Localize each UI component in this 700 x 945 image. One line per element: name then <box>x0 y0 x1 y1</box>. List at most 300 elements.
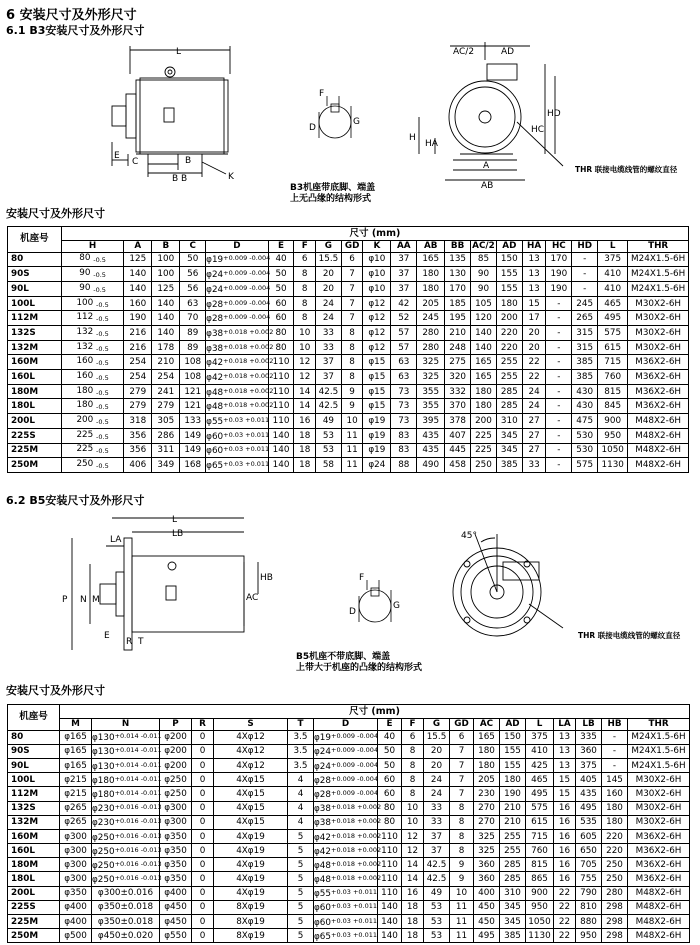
tolerance: -0.5 <box>96 300 109 309</box>
tolerance: -0.5 <box>96 388 109 397</box>
cell: 0 <box>192 900 214 914</box>
cell: 180 <box>417 267 445 282</box>
frame-size: 180M <box>8 384 62 399</box>
cell: - <box>546 399 572 414</box>
cell: 0 <box>192 929 214 943</box>
cell: 165 <box>471 370 497 385</box>
table-row <box>8 267 689 282</box>
cell: 280 <box>602 886 628 900</box>
cell: 220 <box>602 829 628 843</box>
label-E2: E <box>104 631 110 641</box>
cell: 310 <box>496 414 522 429</box>
cell: φ200 <box>160 730 192 744</box>
cell: 7 <box>341 311 363 326</box>
cell: 450 <box>474 900 500 914</box>
tolerance: +0.03 +0.011 <box>223 430 270 439</box>
cell: 286 <box>152 428 180 443</box>
column-header: G <box>316 241 342 253</box>
cell: 140 <box>152 326 180 341</box>
label-K: K <box>228 172 234 182</box>
cell-H: 180 $_{-0.5}$ <box>61 399 123 414</box>
cell-D: $\varphi 24^{+0.009 -0.004}$ <box>314 758 378 772</box>
cell: M30X2-6H <box>628 340 689 355</box>
column-header: HB <box>602 719 628 731</box>
cell: 395 <box>417 414 445 429</box>
cell: φ15 <box>363 384 391 399</box>
cell: 90 <box>471 281 497 296</box>
cell: 5 <box>288 886 314 900</box>
cell: 220 <box>496 326 522 341</box>
cell: 110 <box>378 858 402 872</box>
label-HD: HD <box>547 109 561 119</box>
cell: 8 <box>402 787 424 801</box>
cell: φ350 <box>160 858 192 872</box>
cell: 73 <box>391 384 417 399</box>
cell: 10 <box>294 340 316 355</box>
cell: 150 <box>496 252 522 267</box>
cell: 298 <box>602 915 628 929</box>
cell: 495 <box>598 311 628 326</box>
cell: 345 <box>496 443 522 458</box>
cell: M48X2-6H <box>628 414 689 429</box>
cell: 190 <box>124 311 152 326</box>
cell: 180 <box>474 744 500 758</box>
cell-N: $\varphi 130^{+0.014 -0.011}$ <box>92 730 160 744</box>
label-E: E <box>114 151 120 161</box>
cell: 615 <box>598 340 628 355</box>
cell-D: $\varphi 28^{+0.009 -0.004}$ <box>314 773 378 787</box>
cell: M36X2-6H <box>628 829 690 843</box>
column-header: THR <box>628 241 689 253</box>
tolerance: +0.009 -0.004 <box>331 774 379 783</box>
header-group: 尺寸 (mm) <box>61 227 688 241</box>
cell: φ350 <box>160 844 192 858</box>
cell: 8 <box>294 311 316 326</box>
cell: 53 <box>424 929 450 943</box>
cell: 13 <box>554 758 576 772</box>
cell: 210 <box>500 815 526 829</box>
cell: 13 <box>554 730 576 744</box>
tolerance: +0.03 +0.011 <box>331 916 378 925</box>
cell: 0 <box>192 844 214 858</box>
column-header: P <box>160 719 192 731</box>
cell: 8Xφ19 <box>214 929 288 943</box>
cell: M24X1.5-6H <box>628 730 690 744</box>
cell: 180 <box>496 296 522 311</box>
b5-dimension-table <box>7 704 690 943</box>
cell: 160 <box>602 787 628 801</box>
table-row <box>8 829 690 843</box>
b5-caption <box>296 652 422 674</box>
frame-size: 132S <box>8 326 62 341</box>
cell-D: $\varphi 42^{+0.018 +0.002}$ <box>206 370 268 385</box>
cell: 53 <box>424 915 450 929</box>
cell: 8 <box>402 773 424 787</box>
label-L: L <box>176 47 182 57</box>
cell-N: $\varphi 230^{+0.016 -0.013}$ <box>92 801 160 815</box>
cell: 865 <box>526 872 554 886</box>
cell: 5 <box>288 872 314 886</box>
cell: 279 <box>124 384 152 399</box>
column-header: THR <box>628 719 690 731</box>
cell: 22 <box>554 900 576 914</box>
cell: 11 <box>341 428 363 443</box>
cell: 495 <box>526 787 554 801</box>
cell: φ15 <box>363 355 391 370</box>
cell: 6 <box>294 252 316 267</box>
cell: - <box>546 340 572 355</box>
cell: 140 <box>124 267 152 282</box>
cell: 318 <box>124 414 152 429</box>
frame-size: 160M <box>8 355 62 370</box>
cell-N: φ350±0.018 <box>92 900 160 914</box>
cell: 149 <box>180 428 206 443</box>
cell: 16 <box>554 815 576 829</box>
table-row <box>8 370 689 385</box>
frame-size: 225M <box>8 915 60 929</box>
column-header: AB <box>417 241 445 253</box>
cell: 0 <box>192 872 214 886</box>
cell: 73 <box>391 399 417 414</box>
cell: φ19 <box>363 414 391 429</box>
cell: 435 <box>576 787 602 801</box>
cell: 900 <box>526 886 554 900</box>
column-header: B <box>152 241 180 253</box>
cell: 200 <box>471 414 497 429</box>
cell: 5 <box>288 858 314 872</box>
cell-M: φ215 <box>60 773 92 787</box>
cell: 815 <box>526 858 554 872</box>
cell: 53 <box>424 900 450 914</box>
cell: - <box>546 370 572 385</box>
frame-size: 160L <box>8 844 60 858</box>
label-F2: F <box>359 573 365 583</box>
cell-D: $\varphi 24^{+0.009 -0.004}$ <box>314 744 378 758</box>
cell: 50 <box>378 744 402 758</box>
cell: 349 <box>152 458 180 473</box>
cell-N: $\varphi 180^{+0.014 -0.011}$ <box>92 787 160 801</box>
tolerance: +0.03 +0.011 <box>223 416 270 424</box>
cell: 14 <box>294 399 316 414</box>
cell: 20 <box>316 267 342 282</box>
cell: 10 <box>294 326 316 341</box>
cell: M48X2-6H <box>628 915 690 929</box>
cell: 140 <box>124 281 152 296</box>
cell: 37 <box>391 252 417 267</box>
cell: 11 <box>341 458 363 473</box>
cell-N: $\varphi 130^{+0.014 -0.011}$ <box>92 744 160 758</box>
cell: 0 <box>192 758 214 772</box>
cell: 298 <box>602 900 628 914</box>
cell-N: $\varphi 130^{+0.014 -0.011}$ <box>92 758 160 772</box>
cell: 4Xφ15 <box>214 787 288 801</box>
cell: 8 <box>450 815 474 829</box>
cell: 705 <box>576 858 602 872</box>
cell: 275 <box>445 355 471 370</box>
cell: 575 <box>572 458 598 473</box>
cell: 170 <box>445 281 471 296</box>
cell: 220 <box>496 340 522 355</box>
cell-D: $\varphi 38^{+0.018 +0.002}$ <box>314 801 378 815</box>
cell: 140 <box>152 311 180 326</box>
cell: 430 <box>572 399 598 414</box>
cell: 495 <box>576 801 602 815</box>
column-header: E <box>268 241 294 253</box>
column-header: AC <box>474 719 500 731</box>
cell: M24X1.5-6H <box>628 744 690 758</box>
label-AC2: AC/2 <box>453 47 475 57</box>
tolerance: +0.03 +0.011 <box>223 460 270 469</box>
column-header: AD <box>500 719 526 731</box>
cell-D: $\varphi 60^{+0.03 +0.011}$ <box>206 443 268 458</box>
cell: 280 <box>417 340 445 355</box>
frame-size: 80 <box>8 252 62 267</box>
cell: 1050 <box>526 915 554 929</box>
cell: 410 <box>598 267 628 282</box>
cell: 8Xφ19 <box>214 900 288 914</box>
cell: 285 <box>500 858 526 872</box>
cell: 615 <box>526 815 554 829</box>
cell: 110 <box>268 399 294 414</box>
cell: 230 <box>474 787 500 801</box>
cell: 605 <box>576 829 602 843</box>
cell: 345 <box>500 900 526 914</box>
column-header: H <box>61 241 123 253</box>
column-header: T <box>288 719 314 731</box>
cell: 56 <box>180 267 206 282</box>
cell: 9 <box>450 872 474 886</box>
cell: 254 <box>152 370 180 385</box>
cell: φ10 <box>363 267 391 282</box>
b5-caption-line1: B5机座不带底脚、端盖 <box>296 652 391 662</box>
tolerance: +0.014 -0.011 <box>114 774 162 783</box>
cell: 110 <box>268 384 294 399</box>
cell: 4 <box>288 773 314 787</box>
b5-end-view-drawing <box>445 520 565 650</box>
cell-D: $\varphi 19^{+0.009 -0.004}$ <box>206 252 268 267</box>
frame-size: 225S <box>8 428 62 443</box>
cell-M: φ215 <box>60 787 92 801</box>
cell: 8 <box>450 829 474 843</box>
cell: 83 <box>391 443 417 458</box>
tolerance: +0.016 -0.013 <box>114 845 162 854</box>
cell: 110 <box>378 829 402 843</box>
tolerance: +0.018 +0.002 <box>331 859 382 868</box>
cell: 80 <box>378 815 402 829</box>
cell: M30X2-6H <box>628 326 689 341</box>
cell: 254 <box>124 370 152 385</box>
cell: 4Xφ19 <box>214 829 288 843</box>
cell: M36X2-6H <box>628 872 690 886</box>
column-header: G <box>424 719 450 731</box>
frame-size: 160L <box>8 370 62 385</box>
cell: 0 <box>192 730 214 744</box>
label-L2: L <box>172 515 178 525</box>
tolerance: +0.014 -0.011 <box>114 746 162 755</box>
tolerance: -0.5 <box>96 344 109 353</box>
column-header: BB <box>445 241 471 253</box>
cell-D: $\varphi 24^{+0.009 -0.004}$ <box>206 281 268 296</box>
cell: 245 <box>572 296 598 311</box>
cell: - <box>572 281 598 296</box>
column-header: HA <box>522 241 546 253</box>
cell: M36X2-6H <box>628 384 689 399</box>
cell: M36X2-6H <box>628 370 689 385</box>
cell: 121 <box>180 384 206 399</box>
cell-M: φ265 <box>60 801 92 815</box>
tolerance: +0.009 -0.004 <box>223 254 271 263</box>
column-header: GD <box>341 241 363 253</box>
cell: 13 <box>554 744 576 758</box>
cell: 760 <box>598 370 628 385</box>
cell: φ10 <box>363 281 391 296</box>
label-HC: HC <box>531 125 545 135</box>
cell-H: 100 $_{-0.5}$ <box>61 296 123 311</box>
cell: 125 <box>152 281 180 296</box>
label-H: H <box>409 133 416 143</box>
cell: 22 <box>554 929 576 943</box>
cell: 325 <box>417 370 445 385</box>
cell: 140 <box>152 296 180 311</box>
cell: 110 <box>378 886 402 900</box>
label-T: T <box>138 637 144 647</box>
cell: 225 <box>471 428 497 443</box>
frame-size: 100L <box>8 773 60 787</box>
frame-size: 90S <box>8 267 62 282</box>
cell-N: $\varphi 250^{+0.016 -0.013}$ <box>92 858 160 872</box>
cell: 70 <box>180 311 206 326</box>
table-row <box>8 744 690 758</box>
table-row <box>8 428 689 443</box>
cell: 185 <box>445 296 471 311</box>
cell: 285 <box>496 399 522 414</box>
cell: 8 <box>294 296 316 311</box>
cell: 270 <box>474 801 500 815</box>
cell: 216 <box>124 340 152 355</box>
tolerance: +0.03 +0.011 <box>331 888 378 897</box>
cell: 180 <box>471 384 497 399</box>
cell: 255 <box>500 844 526 858</box>
cell: 356 <box>124 428 152 443</box>
cell: 950 <box>598 428 628 443</box>
tolerance: -0.5 <box>93 256 106 265</box>
cell-D: $\varphi 60^{+0.03 +0.011}$ <box>314 915 378 929</box>
cell: 7 <box>341 296 363 311</box>
column-header: S <box>214 719 288 731</box>
tolerance: -0.5 <box>93 285 106 294</box>
cell: 315 <box>572 326 598 341</box>
table-row <box>8 872 690 886</box>
cell: 20 <box>522 340 546 355</box>
cell: 140 <box>268 428 294 443</box>
cell-D: $\varphi 42^{+0.018 +0.002}$ <box>314 844 378 858</box>
cell: 8Xφ19 <box>214 915 288 929</box>
tolerance: -0.5 <box>96 373 109 382</box>
table-row <box>8 758 690 772</box>
cell: 80 <box>268 340 294 355</box>
cell: 715 <box>526 829 554 843</box>
cell: 10 <box>402 801 424 815</box>
cell: 385 <box>496 458 522 473</box>
cell: 100 <box>152 252 180 267</box>
cell: 5 <box>288 829 314 843</box>
cell: 190 <box>546 281 572 296</box>
cell: 210 <box>445 326 471 341</box>
cell: 210 <box>500 801 526 815</box>
cell-M: φ500 <box>60 929 92 943</box>
cell: 3.5 <box>288 730 314 744</box>
cell: M36X2-6H <box>628 858 690 872</box>
cell: 378 <box>445 414 471 429</box>
cell: 12 <box>294 355 316 370</box>
column-header: L <box>526 719 554 731</box>
tolerance: +0.018 +0.002 <box>331 817 382 826</box>
frame-size: 132M <box>8 340 62 355</box>
cell: 108 <box>180 370 206 385</box>
cell: 1130 <box>526 929 554 943</box>
cell: 53 <box>316 428 342 443</box>
label-HA: HA <box>425 139 438 149</box>
cell-N: φ350±0.018 <box>92 915 160 929</box>
cell: 248 <box>445 340 471 355</box>
cell: 360 <box>474 872 500 886</box>
cell: φ12 <box>363 296 391 311</box>
cell: 22 <box>554 886 576 900</box>
tolerance: +0.009 -0.004 <box>223 269 271 278</box>
cell: 12 <box>402 844 424 858</box>
cell: 140 <box>378 915 402 929</box>
cell: φ400 <box>160 886 192 900</box>
cell: 10 <box>402 815 424 829</box>
cell: - <box>546 384 572 399</box>
cell: 11 <box>450 915 474 929</box>
cell: M24X1.5-6H <box>628 758 690 772</box>
cell: φ15 <box>363 370 391 385</box>
cell: 360 <box>576 744 602 758</box>
cell: - <box>546 311 572 326</box>
cell: 12 <box>294 370 316 385</box>
b3-caption-line2: 上无凸缘的结构形式 <box>290 194 372 204</box>
cell: 73 <box>391 414 417 429</box>
frame-size: 180M <box>8 858 60 872</box>
cell: 16 <box>554 801 576 815</box>
column-header: E <box>378 719 402 731</box>
cell: 445 <box>445 443 471 458</box>
cell: φ19 <box>363 428 391 443</box>
cell: 180 <box>602 815 628 829</box>
tolerance: +0.009 -0.004 <box>331 746 379 755</box>
cell: 7 <box>341 281 363 296</box>
cell: 310 <box>500 886 526 900</box>
cell: 16 <box>402 886 424 900</box>
tolerance: +0.009 -0.004 <box>331 732 379 741</box>
cell: 88 <box>391 458 417 473</box>
cell: 63 <box>391 355 417 370</box>
cell: 160 <box>124 296 152 311</box>
cell: 356 <box>124 443 152 458</box>
table-row <box>8 443 689 458</box>
cell: 14 <box>402 858 424 872</box>
cell: 133 <box>180 414 206 429</box>
cell: 155 <box>496 267 522 282</box>
tolerance: -0.5 <box>96 432 109 441</box>
cell: 406 <box>124 458 152 473</box>
cell: 490 <box>417 458 445 473</box>
cell: 63 <box>180 296 206 311</box>
header-base-2: 机座号 <box>8 705 60 731</box>
cell: 52 <box>391 311 417 326</box>
tolerance: -0.5 <box>96 329 109 338</box>
